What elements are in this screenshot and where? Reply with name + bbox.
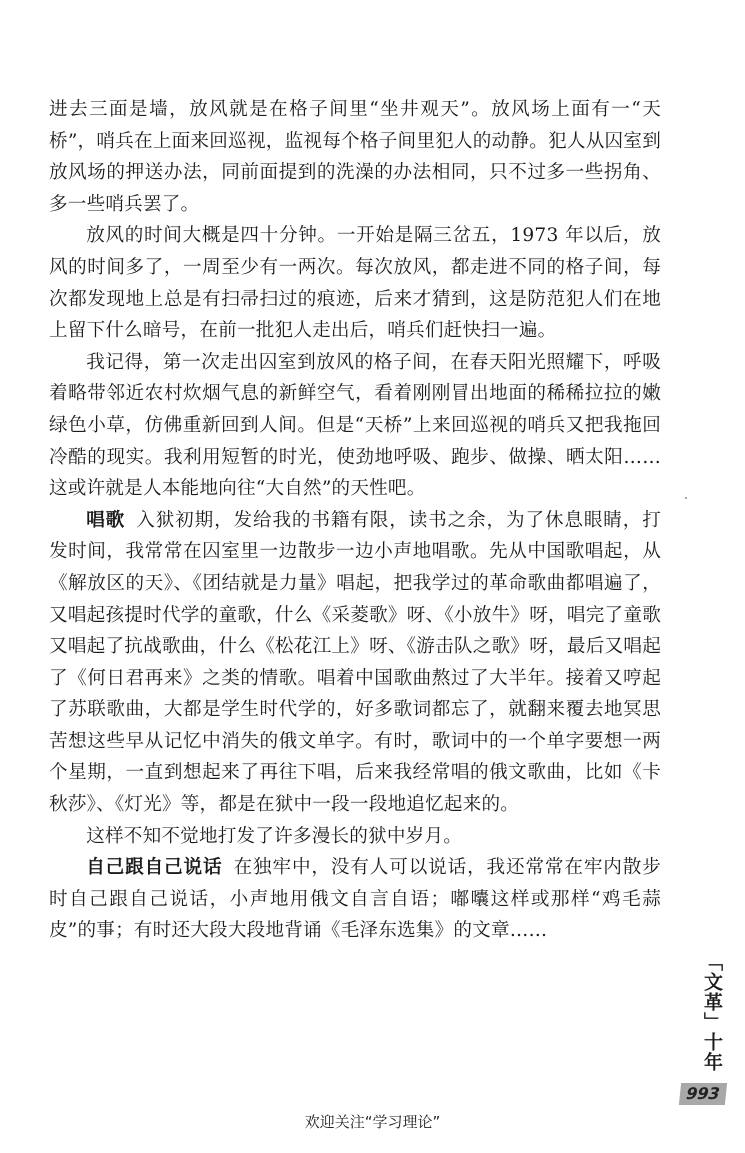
running-section-title: 「文革」十年	[701, 952, 723, 1072]
paragraph-3-text: 我记得，第一次走出囚室到放风的格子间，在春天阳光照耀下，呼吸着略带邻近农村炊烟气息的新鲜空气，看着刚刚冒出地面的稀稀拉拉的嫩绿色小草，仿佛重新回到人间。但是“天桥”上来回巡视的哨兵又把我拖回冷酷的现实。我利用短暂的时光，使劲地呼吸、跑步、做操、晒太阳……这或许就是人本能地向往“大自然”的天性吧。	[49, 351, 661, 500]
paragraph-5	[49, 821, 661, 853]
paragraph-3	[49, 347, 661, 505]
section-heading-singing: 唱歌	[86, 509, 126, 531]
paragraph-2-text: 放风的时间大概是四十分钟。一开始是隔三岔五，1973 年以后，放风的时间多了，一周至少有一两次。每次放风，都走进不同的格子间，每次都发现地上总是有扫帚扫过的痕迹，后来才猜到，这是防范犯人们在地上留下什么暗号，在前一批犯人走出后，哨兵们赶快扫一遍。	[49, 225, 661, 342]
paragraph-6	[49, 852, 661, 947]
body-text	[49, 94, 661, 947]
footer-note: 欢迎关注“学习理论”	[304, 1113, 441, 1131]
section-heading-self-talk: 自己跟自己说话	[86, 857, 223, 879]
paragraph-2	[49, 220, 661, 346]
paragraph-6-text: 在独牢中，没有人可以说话，我还常常在牢内散步时自己跟自己说话，小声地用俄文自言自语；嘟囔这样或那样“鸡毛蒜皮”的事；有时还大段大段地背诵《毛泽东选集》的文章……	[49, 857, 661, 942]
scan-speck	[685, 497, 687, 499]
page-number: 993	[679, 1083, 727, 1105]
paragraph-4	[49, 505, 661, 821]
paragraph-5-text: 这样不知不觉地打发了许多漫长的狱中岁月。	[86, 825, 463, 847]
paragraph-1-text: 进去三面是墙，放风就是在格子间里“坐井观天”。放风场上面有一“天桥”，哨兵在上面来回巡视，监视每个格子间里犯人的动静。犯人从囚室到放风场的押送办法，同前面提到的洗澡的办法相同，只不过多一些拐角、多一些哨兵罢了。	[49, 99, 661, 215]
paragraph-1	[49, 94, 661, 220]
paragraph-4-text: 入狱初期，发给我的书籍有限，读书之余，为了休息眼睛，打发时间，我常常在囚室里一边散步一边小声地唱歌。先从中国歌唱起，从《解放区的天》、《团结就是力量》唱起，把我学过的革命歌曲都唱遍了，又唱起孩提时代学的童歌，什么《采菱歌》呀、《小放牛》呀，唱完了童歌又唱起了抗战歌曲，什么《松花江上》呀、《游击队之歌》呀，最后又唱起了《何日君再来》之类的情歌。唱着中国歌曲熬过了大半年。接着又哼起了苏联歌曲，大都是学生时代学的，好多歌词都忘了，就翻来覆去地冥思苦想这些早从记忆中消失的俄文单字。有时，歌词中的一个单字要想一两个星期，一直到想起来了再往下唱，后来我经常唱的俄文歌曲，比如《卡秋莎》、《灯光》等，都是在狱中一段一段地追忆起来的。	[49, 509, 661, 816]
